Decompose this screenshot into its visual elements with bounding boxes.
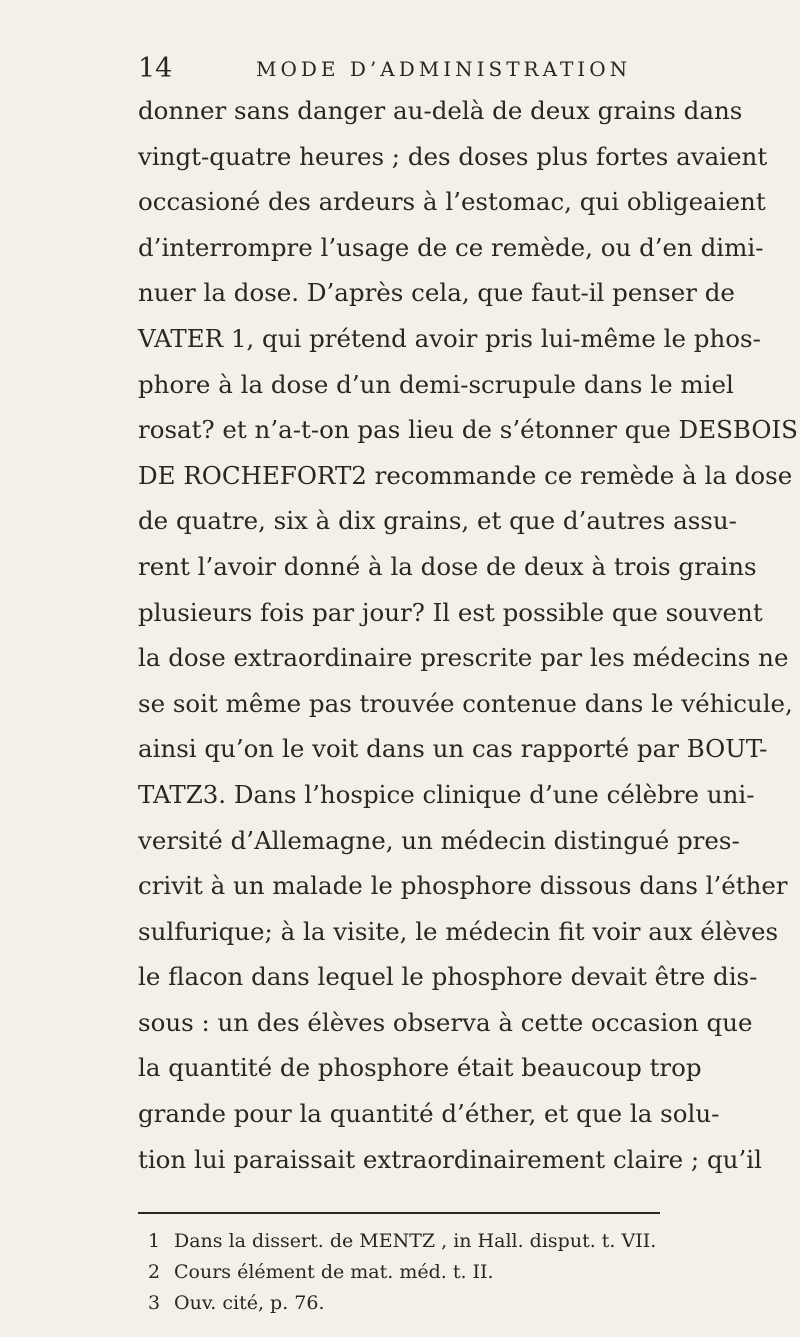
text-line: rosat? et n’a-t-on pas lieu de s’étonner que DESBOIS (138, 415, 798, 445)
text-line: la quantité de phosphore était beaucoup trop (138, 1053, 702, 1083)
text-line: se soit même pas trouvée contenue dans le véhicule, (138, 688, 793, 718)
text-line: de quatre, six à dix grains, et que d’autres assu- (138, 506, 737, 536)
text-line: sulfurique; à la visite, le médecin fit voir aux élèves (138, 916, 779, 946)
text-line: phore à la dose d’un demi-scrupule dans le miel (138, 369, 734, 399)
text-line: DE ROCHEFORT2 recommande ce remède à la dose (138, 460, 793, 490)
text-line: crivit à un malade le phosphore dissous dans l’éther (138, 871, 788, 901)
footnotes (148, 1226, 668, 1319)
text-line: occasioné des ardeurs à l’estomac, qui obligeaient (138, 187, 766, 217)
footnote-number: 3 (148, 1292, 161, 1314)
text-line: nuer la dose. D’après cela, que faut-il penser de (138, 278, 735, 308)
text-line: tion lui paraissait extraordinairement claire ; qu’il (138, 1144, 762, 1174)
running-head (138, 52, 660, 86)
text-line: grande pour la quantité d’éther, et que la solu- (138, 1099, 720, 1129)
footnote (148, 1226, 668, 1257)
text-line: la dose extraordinaire prescrite par les médecins ne (138, 643, 789, 673)
footnote-number: 1 (148, 1230, 161, 1252)
text-line: le flacon dans lequel le phosphore devait être dis- (138, 962, 758, 992)
body-text (138, 88, 798, 1182)
text-line: sous : un des élèves observa à cette occasion que (138, 1007, 753, 1037)
text-line: vingt-quatre heures ; des doses plus fortes avaient (138, 141, 768, 171)
text-line: d’interrompre l’usage de ce remède, ou d’en dimi- (138, 232, 764, 262)
text-line: donner sans danger au-delà de deux grains dans (138, 96, 743, 125)
footnote-text: Ouv. cité, p. 76. (174, 1292, 325, 1314)
footnote-number: 2 (148, 1261, 161, 1283)
text-line: versité d’Allemagne, un médecin distingué pres- (138, 825, 740, 855)
text-line: TATZ3. Dans l’hospice clinique d’une célèbre uni- (138, 779, 755, 809)
text-line: VATER 1, qui prétend avoir pris lui-même le phos- (138, 323, 761, 353)
footnote (148, 1257, 668, 1288)
text-line: rent l’avoir donné à la dose de deux à trois grains (138, 551, 757, 581)
footnote-text: Dans la dissert. de MENTZ , in Hall. disput. t. VII. (174, 1230, 657, 1252)
footnote-text: Cours élément de mat. méd. t. II. (174, 1261, 494, 1283)
footnote (148, 1288, 668, 1319)
running-title: MODE D’ADMINISTRATION (256, 57, 632, 81)
page-number: 14 (138, 53, 173, 84)
text-line: plusieurs fois par jour? Il est possible que souvent (138, 597, 763, 627)
text-line: ainsi qu’on le voit dans un cas rapporté par BOUT- (138, 734, 768, 764)
footnote-rule (138, 1212, 660, 1214)
